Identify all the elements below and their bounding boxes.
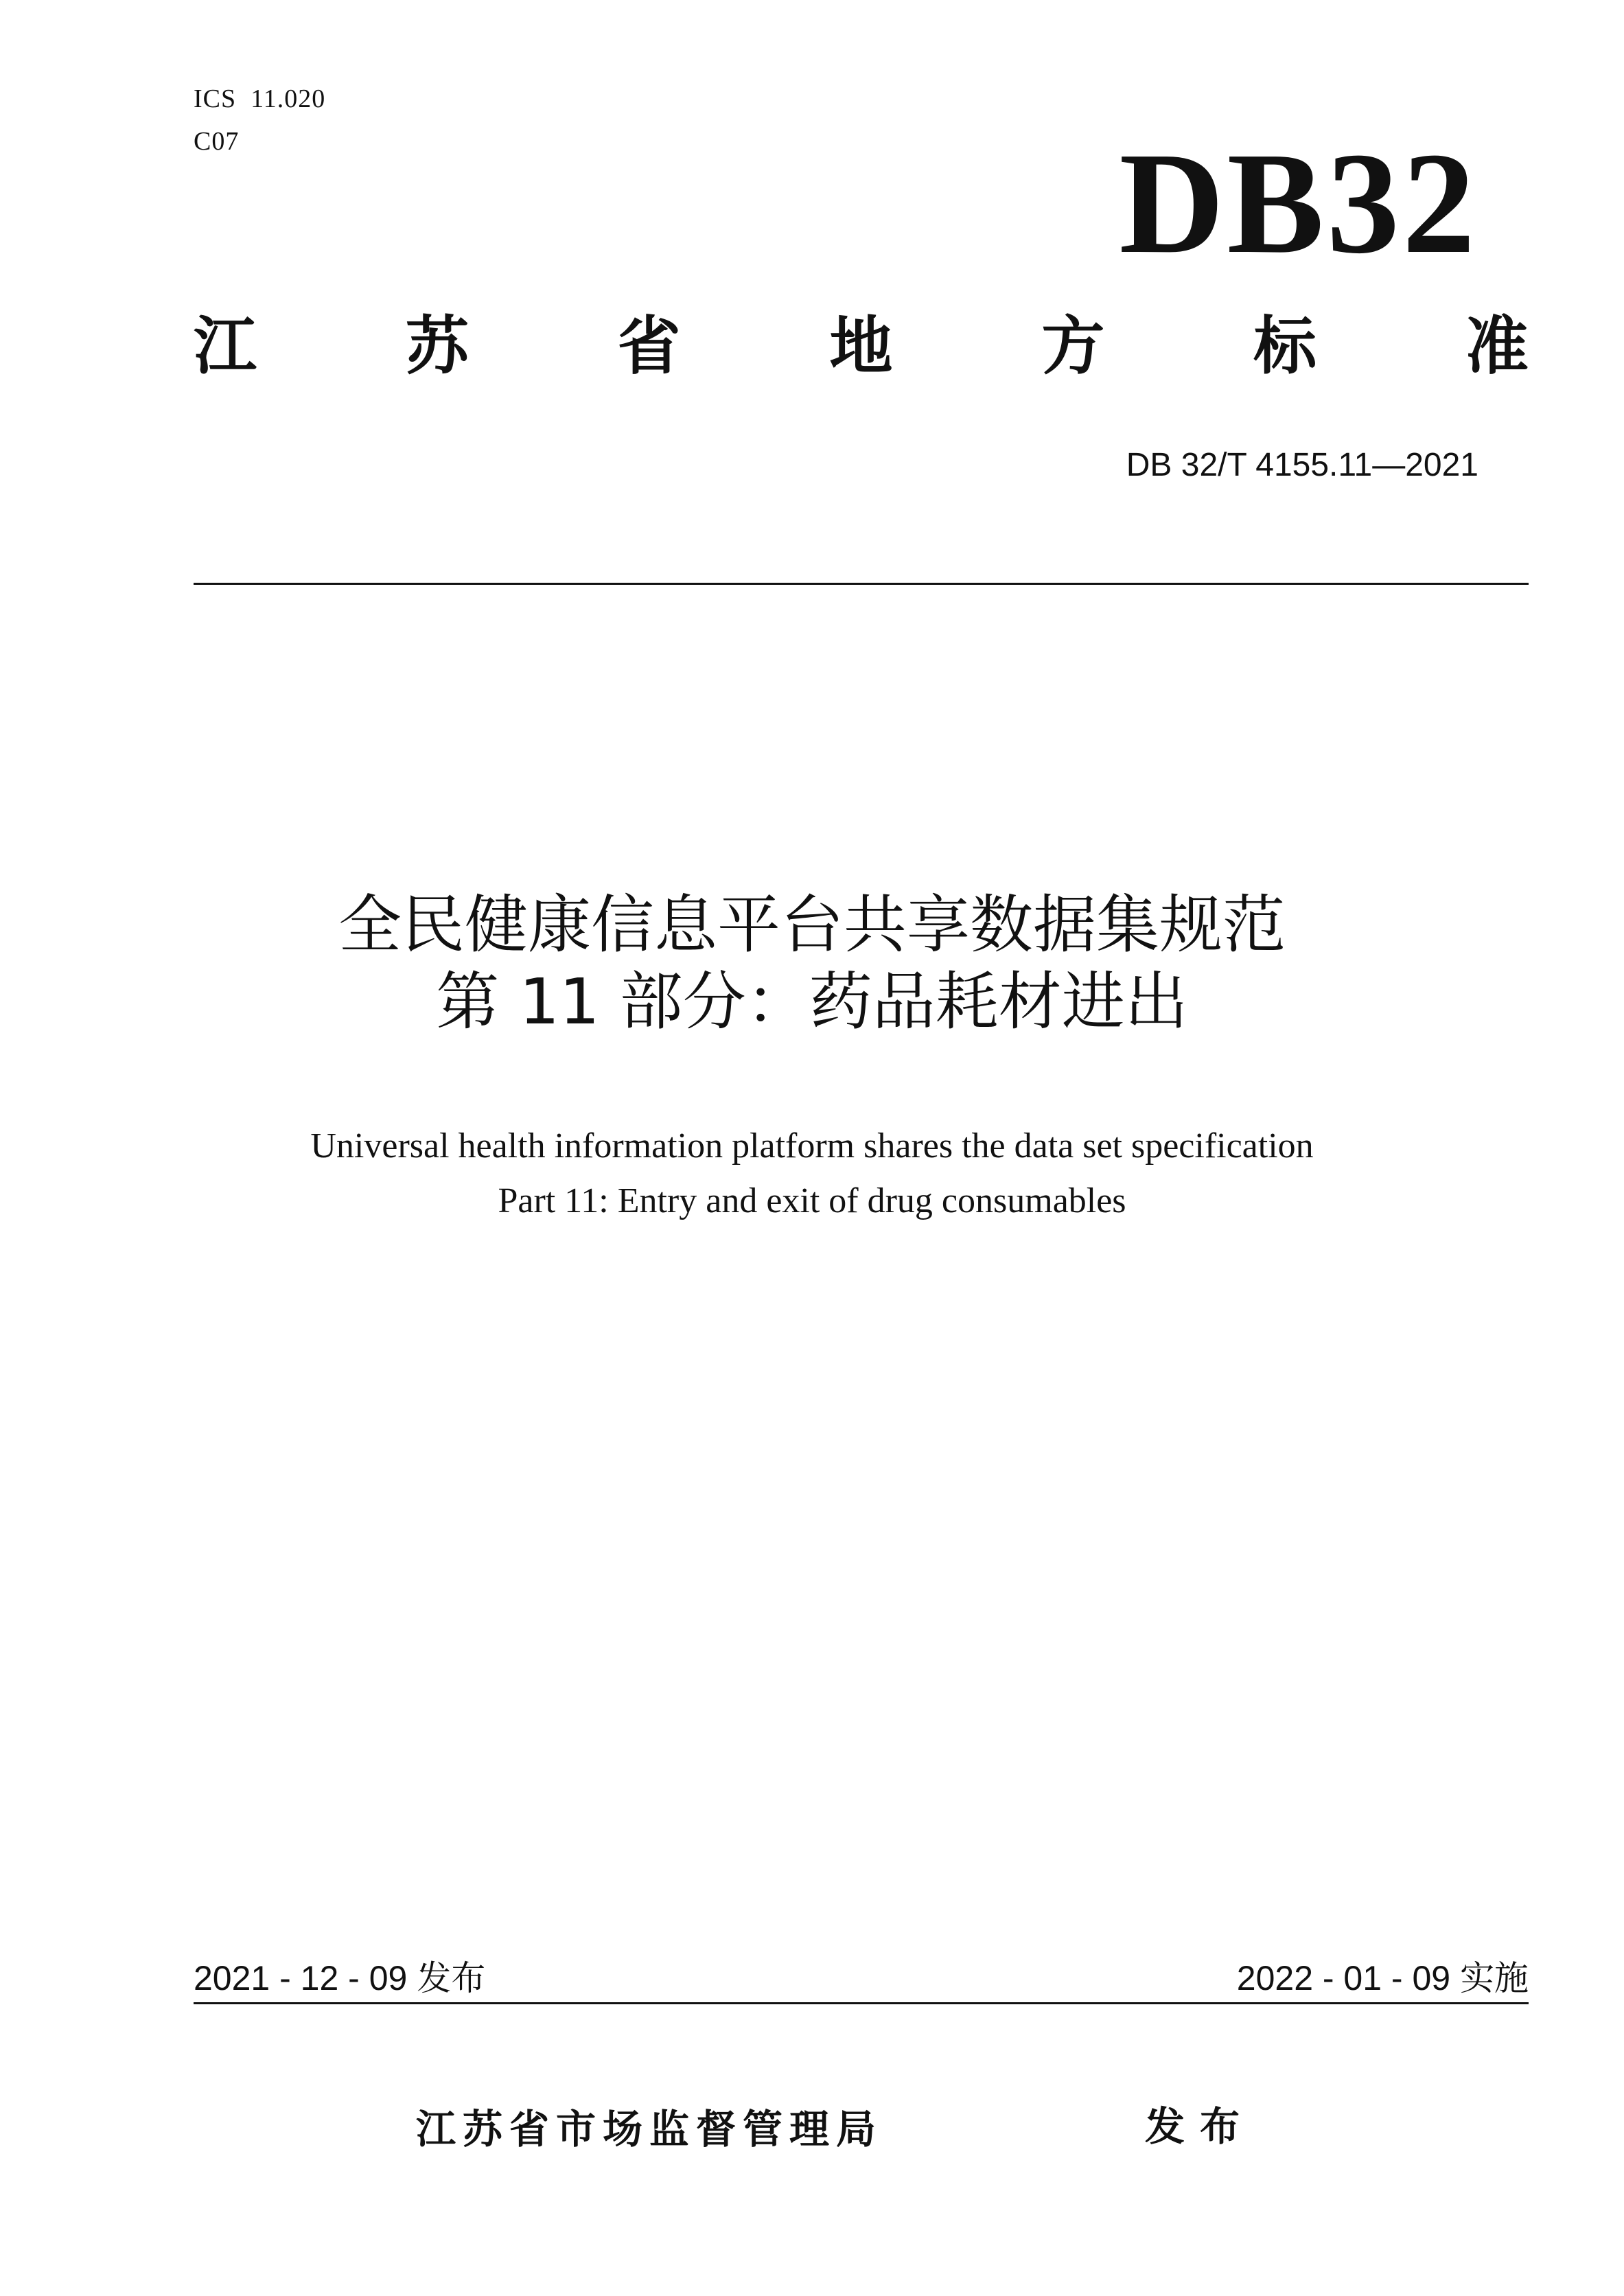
standard-type-char: 标	[1253, 310, 1317, 383]
english-title	[0, 1119, 1624, 1229]
standard-type-char: 江	[194, 310, 257, 383]
chinese-title	[0, 887, 1624, 1041]
ics-code: ICS 11.020	[194, 84, 326, 113]
header-divider	[194, 583, 1529, 585]
chinese-title-line-2: 第 11 部分：药品耗材进出	[436, 965, 1188, 1039]
chinese-title-line-1: 全民健康信息平台共享数据集规范	[338, 888, 1286, 962]
ccs-code: C07	[194, 127, 240, 156]
standard-type-char: 省	[617, 310, 681, 383]
english-title-line-2: Part 11: Entry and exit of drug consumables	[498, 1181, 1126, 1220]
standard-type-char: 准	[1465, 310, 1529, 383]
standard-type-char: 方	[1041, 310, 1105, 383]
footer-divider	[194, 2002, 1529, 2004]
standard-type-char: 苏	[405, 310, 469, 383]
db-code: DB32	[1119, 122, 1478, 283]
publisher: 江苏省市场监督管理局	[416, 2106, 883, 2153]
english-title-line-1: Universal health information platform shares the data set specification	[310, 1126, 1314, 1166]
issue-date: 2021 - 12 - 09 发布	[194, 1959, 486, 1997]
standard-type-char: 地	[829, 310, 893, 383]
standard-type	[194, 309, 1529, 384]
standard-number: DB 32/T 4155.11—2021	[1126, 447, 1478, 483]
publish-word: 发布	[1145, 2103, 1255, 2150]
implementation-date: 2022 - 01 - 09 实施	[1236, 1959, 1529, 1997]
